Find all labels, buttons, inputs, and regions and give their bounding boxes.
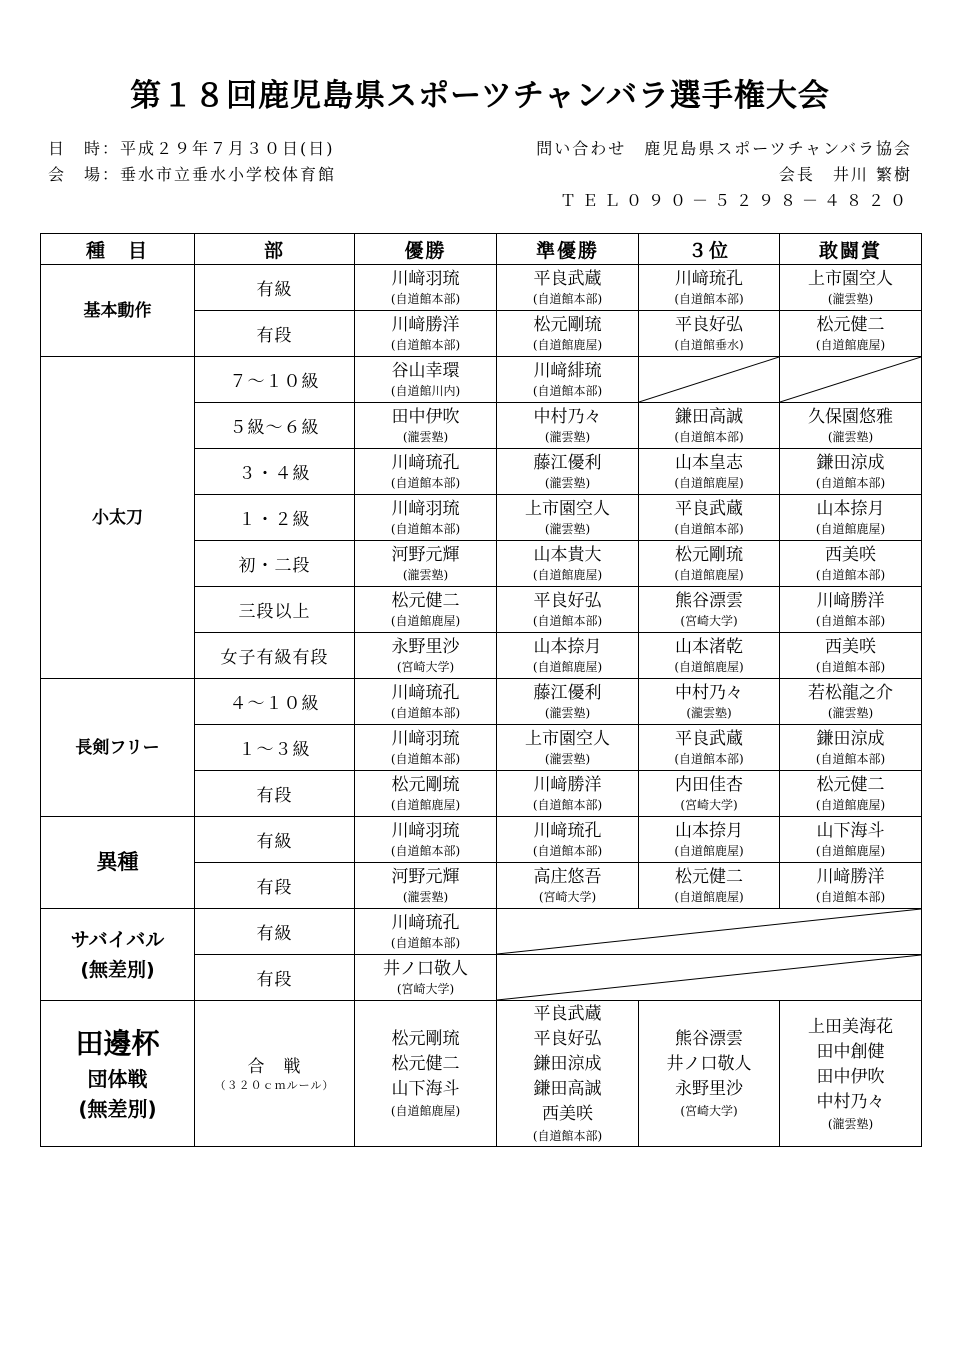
division-label: 有段 — [195, 863, 355, 909]
result-cell — [355, 541, 497, 587]
result-cell — [780, 311, 922, 357]
result-cell — [497, 403, 639, 449]
club-name: (瀧雲塾) — [402, 889, 449, 904]
category-sub-label: (無差別) — [78, 1096, 157, 1121]
header-division: 部 — [195, 234, 355, 265]
club-name: (自道館本部) — [532, 843, 603, 858]
result-cell — [497, 725, 639, 771]
category-label: 長剣フリー — [75, 737, 160, 758]
athlete-name: 上市園空人 — [808, 268, 893, 289]
club-name: (瀧雲塾) — [544, 429, 591, 444]
club-name: (自道館鹿屋) — [674, 659, 744, 674]
athlete-name: 鎌田高誠 — [533, 1079, 602, 1099]
result-cell — [497, 495, 639, 541]
club-name: (自道館本部) — [815, 659, 886, 674]
club-name: (自道館本部) — [815, 475, 886, 490]
result-cell — [497, 265, 639, 311]
athlete-name: 中村乃々 — [816, 1091, 885, 1112]
athlete-name: 松元剛琉 — [675, 544, 743, 565]
diagonal-slash — [780, 357, 921, 402]
contact-info — [536, 136, 912, 214]
result-cell — [497, 817, 639, 863]
club-name: (瀧雲塾) — [544, 705, 591, 720]
athlete-name: 川﨑琉孔 — [391, 682, 460, 703]
result-cell — [639, 311, 780, 357]
division-label: ５級〜６級 — [195, 403, 355, 449]
result-cell — [355, 633, 497, 679]
athlete-name: 西美咲 — [825, 544, 876, 565]
result-cell — [355, 909, 497, 955]
athlete-name: 松元剛琉 — [391, 1029, 460, 1049]
event-info — [48, 136, 336, 188]
header-event: 種 目 — [41, 234, 195, 265]
page-title: 第１８回鹿児島県スポーツチャンバラ選手権大会 — [130, 78, 830, 114]
club-name: (瀧雲塾) — [544, 521, 591, 536]
athlete-name: 山本捺月 — [533, 636, 602, 657]
division-label: １・２級 — [195, 495, 355, 541]
club-name: (自道館本部) — [674, 429, 744, 444]
athlete-name: 川﨑勝洋 — [533, 774, 602, 795]
result-cell — [639, 265, 780, 311]
athlete-name: 鎌田涼成 — [533, 1054, 602, 1074]
result-cell — [497, 771, 639, 817]
club-name: (自道館本部) — [674, 751, 744, 766]
club-name: (自道館本部) — [390, 475, 461, 490]
result-cell — [355, 587, 497, 633]
result-cell — [355, 955, 497, 1001]
club-name: (宮崎大学) — [680, 1104, 738, 1118]
result-cell — [780, 771, 922, 817]
team-result-cell — [780, 1001, 922, 1147]
club-name: (宮崎大学) — [680, 613, 738, 628]
division-label: ３・４級 — [195, 449, 355, 495]
category-label: 基本動作 — [83, 300, 152, 321]
event-category — [41, 1001, 195, 1147]
athlete-name: 田中伊吹 — [391, 406, 460, 427]
division-label: 有級 — [195, 817, 355, 863]
club-name: (自道館鹿屋) — [674, 475, 744, 490]
category-label: 団体戦 — [87, 1066, 148, 1091]
club-name: (自道館川内) — [390, 383, 461, 398]
club-name: (自道館本部) — [815, 613, 886, 628]
result-cell — [355, 817, 497, 863]
athlete-name: 西美咲 — [825, 636, 876, 657]
athlete-name: 松元健二 — [816, 774, 885, 795]
result-cell — [639, 725, 780, 771]
athlete-name: 川﨑緋琉 — [533, 360, 602, 381]
result-cell — [497, 587, 639, 633]
club-name: (瀧雲塾) — [544, 475, 591, 490]
athlete-name: 山本捺月 — [816, 498, 885, 519]
result-cell — [780, 403, 922, 449]
athlete-name: 中村乃々 — [675, 682, 743, 703]
club-name: (瀧雲塾) — [827, 705, 874, 720]
athlete-name: 平良好弘 — [533, 1029, 602, 1049]
club-name: (自道館鹿屋) — [674, 843, 744, 858]
club-name: (瀧雲塾) — [827, 1116, 874, 1131]
athlete-name: 平良武蔵 — [533, 268, 602, 289]
result-cell — [355, 679, 497, 725]
club-name: (自道館本部) — [532, 797, 603, 812]
athlete-name: 川﨑琉孔 — [533, 820, 602, 841]
athlete-name: 若松龍之介 — [808, 682, 893, 703]
result-cell — [497, 311, 639, 357]
division-label: １〜３級 — [195, 725, 355, 771]
club-name: (瀧雲塾) — [402, 429, 449, 444]
club-name: (自道館鹿屋) — [674, 567, 744, 582]
club-name: (自道館鹿屋) — [815, 521, 886, 536]
athlete-name: 川﨑勝洋 — [816, 866, 885, 887]
club-name: (自道館本部) — [390, 935, 461, 950]
athlete-name: 内田佳杏 — [675, 774, 743, 795]
athlete-name: 山本皇志 — [675, 452, 743, 473]
table-header-row — [41, 234, 922, 265]
header-third: ３位 — [639, 234, 780, 265]
empty-slashed-cell — [639, 357, 780, 403]
cup-name: 田邊杯 — [75, 1026, 160, 1060]
club-name: (自道館本部) — [532, 1129, 603, 1143]
result-cell — [497, 679, 639, 725]
diagonal-slash — [497, 909, 921, 954]
division-label: 初・二段 — [195, 541, 355, 587]
category-sub-label: (無差別) — [80, 958, 155, 981]
club-name: (瀧雲塾) — [686, 705, 732, 720]
result-cell — [780, 265, 922, 311]
division-label: 三段以上 — [195, 587, 355, 633]
result-cell — [355, 403, 497, 449]
club-name: (自道館本部) — [532, 291, 603, 306]
table-row — [41, 679, 922, 725]
event-category — [41, 817, 195, 909]
athlete-name: 松元健二 — [391, 590, 460, 611]
header-winner: 優勝 — [355, 234, 497, 265]
result-cell — [355, 357, 497, 403]
result-cell — [355, 311, 497, 357]
rule-note: （３２０ｃｍルール） — [214, 1079, 335, 1092]
athlete-name: 山本渚乾 — [675, 636, 743, 657]
diagonal-slash — [497, 955, 921, 1000]
club-name: (自道館鹿屋) — [815, 797, 886, 812]
athlete-name: 田中伊吹 — [816, 1066, 885, 1087]
club-name: (自道館本部) — [815, 567, 886, 582]
athlete-name: 谷山幸環 — [391, 360, 460, 381]
team-result-cell — [639, 1001, 780, 1147]
club-name: (自道館鹿屋) — [390, 613, 461, 628]
athlete-name: 高庄悠吾 — [533, 866, 602, 887]
club-name: (自道館鹿屋) — [532, 567, 603, 582]
result-cell — [780, 495, 922, 541]
table-row — [41, 265, 922, 311]
club-name: (自道館本部) — [532, 383, 603, 398]
result-cell — [355, 265, 497, 311]
contact-tel: ＴＥＬ０９０－５２９８－４８２０ — [559, 191, 912, 210]
result-cell — [639, 863, 780, 909]
division-name: 合 戦 — [247, 1057, 302, 1077]
event-category — [41, 357, 195, 679]
athlete-name: 鎌田涼成 — [816, 452, 885, 473]
athlete-name: 松元健二 — [675, 866, 743, 887]
athlete-name: 上田美海花 — [808, 1016, 893, 1037]
athlete-name: 中村乃々 — [533, 406, 602, 427]
contact-org: 問い合わせ 鹿児島県スポーツチャンバラ協会 — [536, 139, 912, 158]
club-name: (自道館鹿屋) — [532, 337, 603, 352]
athlete-name: 川﨑羽琉 — [391, 728, 460, 749]
result-cell — [497, 449, 639, 495]
athlete-name: 井ノ口敬人 — [666, 1054, 752, 1074]
event-category — [41, 909, 195, 1001]
athlete-name: 山本捺月 — [675, 820, 743, 841]
table-row — [41, 1001, 922, 1147]
athlete-name: 藤江優利 — [533, 682, 602, 703]
club-name: (瀧雲塾) — [402, 567, 449, 582]
club-name: (自道館鹿屋) — [532, 659, 603, 674]
table-row — [41, 817, 922, 863]
athlete-name: 上市園空人 — [525, 498, 610, 519]
club-name: (瀧雲塾) — [827, 291, 874, 306]
division-label: 有級 — [195, 265, 355, 311]
club-name: (自道館本部) — [674, 521, 744, 536]
division-label: ４〜１０級 — [195, 679, 355, 725]
athlete-name: 川﨑勝洋 — [391, 314, 460, 335]
athlete-name: 山本貴大 — [533, 544, 602, 565]
club-name: (宮崎大学) — [538, 889, 597, 904]
diagonal-slash — [639, 357, 779, 402]
athlete-name: 平良武蔵 — [675, 728, 743, 749]
athlete-name: 川﨑羽琉 — [391, 820, 460, 841]
result-cell — [780, 587, 922, 633]
club-name: (自道館鹿屋) — [390, 797, 461, 812]
category-label: 異種 — [96, 849, 139, 874]
team-result-cell — [497, 1001, 639, 1147]
club-name: (瀧雲塾) — [827, 429, 874, 444]
club-name: (瀧雲塾) — [544, 751, 591, 766]
result-cell — [780, 725, 922, 771]
category-label: サバイバル — [70, 928, 165, 951]
athlete-name: 上市園空人 — [525, 728, 610, 749]
division-label: 有段 — [195, 955, 355, 1001]
result-cell — [355, 863, 497, 909]
athlete-name: 松元健二 — [816, 314, 885, 335]
club-name: (自道館鹿屋) — [390, 1104, 461, 1118]
event-category — [41, 679, 195, 817]
athlete-name: 西美咲 — [542, 1104, 593, 1124]
athlete-name: 平良好弘 — [675, 314, 743, 335]
division-label: 有級 — [195, 909, 355, 955]
athlete-name: 松元剛琉 — [533, 314, 602, 335]
club-name: (自道館本部) — [390, 521, 461, 536]
division-label: 有段 — [195, 771, 355, 817]
club-name: (自道館鹿屋) — [815, 337, 886, 352]
result-cell — [497, 541, 639, 587]
header-fighting-spirit: 敢闘賞 — [780, 234, 922, 265]
contact-chair: 会長 井川 繁樹 — [778, 165, 912, 184]
table-row — [41, 357, 922, 403]
club-name: (自道館本部) — [390, 843, 461, 858]
division-label: 有段 — [195, 311, 355, 357]
athlete-name: 川﨑羽琉 — [391, 498, 460, 519]
club-name: (宮崎大学) — [396, 659, 455, 674]
athlete-name: 川﨑琉孔 — [675, 268, 743, 289]
athlete-name: 河野元輝 — [391, 866, 460, 887]
club-name: (自道館本部) — [390, 705, 461, 720]
result-cell — [639, 633, 780, 679]
header-runner-up: 準優勝 — [497, 234, 639, 265]
result-cell — [639, 449, 780, 495]
athlete-name: 山下海斗 — [391, 1079, 460, 1099]
table-row — [41, 909, 922, 955]
athlete-name: 平良好弘 — [533, 590, 602, 611]
club-name: (自道館本部) — [390, 337, 461, 352]
result-cell — [780, 679, 922, 725]
result-cell — [780, 863, 922, 909]
club-name: (自道館本部) — [532, 613, 603, 628]
athlete-name: 平良武蔵 — [533, 1004, 602, 1024]
athlete-name: 河野元輝 — [391, 544, 460, 565]
empty-slashed-cell — [497, 955, 922, 1001]
club-name: (自道館垂水) — [674, 337, 744, 352]
club-name: (自道館本部) — [674, 291, 744, 306]
result-cell — [355, 725, 497, 771]
event-venue: 会 場：垂水市立垂水小学校体育館 — [48, 165, 337, 184]
athlete-name: 永野里沙 — [391, 636, 460, 657]
result-cell — [780, 817, 922, 863]
result-cell — [639, 817, 780, 863]
athlete-name: 川﨑勝洋 — [816, 590, 885, 611]
division-label: 女子有級有段 — [195, 633, 355, 679]
team-result-cell — [355, 1001, 497, 1147]
club-name: (自道館鹿屋) — [674, 889, 744, 904]
empty-slashed-cell — [780, 357, 922, 403]
athlete-name: 熊谷漂雲 — [675, 590, 743, 611]
result-cell — [639, 403, 780, 449]
athlete-name: 川﨑琉孔 — [391, 912, 460, 933]
athlete-name: 熊谷漂雲 — [675, 1029, 743, 1049]
club-name: (自道館本部) — [390, 751, 461, 766]
athlete-name: 久保園悠雅 — [808, 406, 893, 427]
club-name: (自道館本部) — [815, 889, 886, 904]
result-cell — [639, 541, 780, 587]
division-label — [195, 1001, 355, 1147]
result-cell — [639, 771, 780, 817]
result-cell — [497, 863, 639, 909]
club-name: (自道館本部) — [815, 751, 886, 766]
result-cell — [780, 633, 922, 679]
result-cell — [639, 495, 780, 541]
results-table — [40, 233, 922, 1147]
event-category — [41, 265, 195, 357]
athlete-name: 松元剛琉 — [391, 774, 460, 795]
athlete-name: 藤江優利 — [533, 452, 602, 473]
athlete-name: 永野里沙 — [675, 1079, 743, 1099]
athlete-name: 鎌田高誠 — [675, 406, 743, 427]
athlete-name: 川﨑羽琉 — [391, 268, 460, 289]
athlete-name: 松元健二 — [391, 1054, 460, 1074]
club-name: (自道館本部) — [390, 291, 461, 306]
club-name: (自道館鹿屋) — [815, 843, 886, 858]
event-date: 日 時：平成２９年７月３０日(日) — [48, 139, 335, 158]
result-cell — [780, 449, 922, 495]
result-cell — [639, 587, 780, 633]
result-cell — [497, 357, 639, 403]
empty-slashed-cell — [497, 909, 922, 955]
result-cell — [355, 771, 497, 817]
athlete-name: 鎌田涼成 — [816, 728, 885, 749]
athlete-name: 山下海斗 — [816, 820, 885, 841]
result-cell — [355, 449, 497, 495]
athlete-name: 井ノ口敬人 — [383, 958, 468, 979]
division-label: ７〜１０級 — [195, 357, 355, 403]
athlete-name: 平良武蔵 — [675, 498, 743, 519]
result-cell — [355, 495, 497, 541]
category-label: 小太刀 — [92, 507, 143, 528]
result-cell — [497, 633, 639, 679]
athlete-name: 田中創健 — [816, 1041, 885, 1062]
club-name: (宮崎大学) — [680, 797, 738, 812]
result-cell — [780, 541, 922, 587]
club-name: (宮崎大学) — [396, 981, 455, 996]
athlete-name: 川﨑琉孔 — [391, 452, 460, 473]
result-cell — [639, 679, 780, 725]
